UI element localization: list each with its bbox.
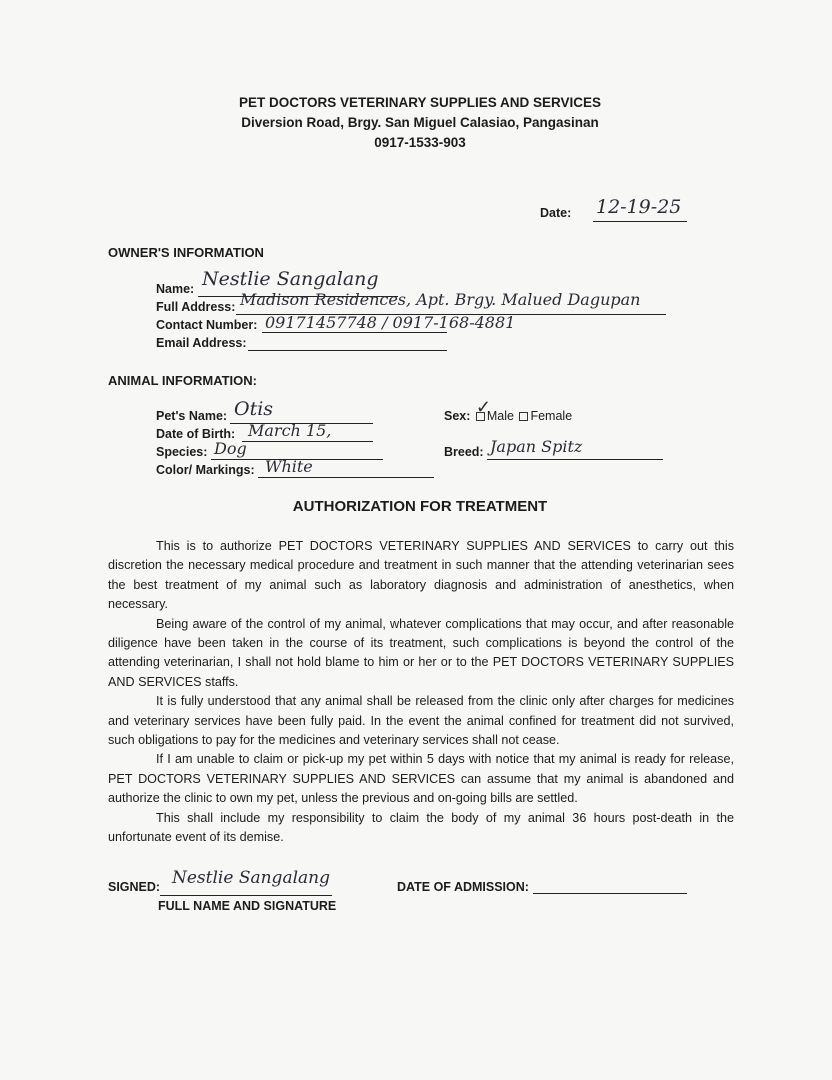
paragraph: This shall include my responsibility to claim the body of my animal 36 hours post-death in the unfortunate event of its demise.	[108, 810, 734, 845]
date-value[interactable]: 12-19-25	[596, 196, 682, 218]
admission-line	[533, 893, 687, 894]
admission-label: DATE OF ADMISSION:	[397, 880, 529, 894]
male-option: Male	[486, 409, 514, 423]
dob-value[interactable]: March 15,	[248, 421, 332, 440]
paragraph: This is to authorize PET DOCTORS VETERINARY SUPPLIES AND SERVICES to carry out this discretion the necessary medical procedure and treatment in such manner that the attending veterinarian sees the best treatment of my animal such as laboratory diagnosis and administration of anesthetics, when necessary.	[108, 539, 734, 612]
owner-address-value[interactable]: Madison Residences, Apt. Brgy. Malued Dagupan	[240, 290, 641, 309]
clinic-address: Diversion Road, Brgy. San Miguel Calasiao, Pangasinan	[241, 115, 599, 130]
checkmark-icon: ✓	[475, 397, 491, 418]
owner-name-value[interactable]: Nestlie Sangalang	[202, 268, 379, 290]
pet-name-label: Pet's Name:	[156, 409, 228, 423]
email-label: Email Address:	[156, 336, 247, 350]
name-label: Name:	[156, 282, 195, 296]
breed-label: Breed:	[444, 445, 484, 459]
date-label: Date:	[540, 206, 572, 220]
species-value[interactable]: Dog	[214, 439, 247, 458]
species-label: Species:	[156, 445, 208, 459]
contact-label: Contact Number:	[156, 318, 258, 332]
clinic-name: PET DOCTORS VETERINARY SUPPLIES AND SERVICES	[238, 95, 602, 110]
contact-line	[262, 332, 447, 333]
paragraph: Being aware of the control of my animal, whatever complications that may occur, and after reasonable diligence have been taken in the course of its treatment, such complications is beyond the control of the attending veterinarian, I shall not hold blame to him or her or to the PET DOCTORS VETERINARY SUPPLIES AND SERVICES staffs.	[108, 616, 734, 689]
sex-field	[444, 397, 573, 423]
paragraph: If I am unable to claim or pick-up my pet within 5 days with notice that my animal is ready for release, PET DOCTORS VETERINARY SUPPLIES AND SERVICES can assume that my animal is abandoned and authorize the clinic to own my pet, unless the previous and on-going bills are settled.	[108, 752, 734, 806]
dob-label: Date of Birth:	[156, 427, 236, 441]
female-option: Female	[530, 409, 573, 423]
owner-heading: OWNER'S INFORMATION	[108, 245, 264, 260]
date-line	[593, 221, 687, 222]
color-value[interactable]: White	[265, 457, 313, 476]
email-line	[248, 350, 447, 351]
authorization-body	[108, 537, 734, 848]
breed-line	[487, 459, 663, 460]
signed-label: SIGNED:	[108, 880, 161, 894]
animal-heading: ANIMAL INFORMATION:	[108, 373, 257, 388]
sex-label: Sex:	[444, 409, 471, 423]
color-line	[258, 477, 434, 478]
authorization-title: AUTHORIZATION FOR TREATMENT	[292, 498, 548, 515]
address-label: Full Address:	[156, 300, 236, 314]
signature-value[interactable]: Nestlie Sangalang	[172, 868, 330, 888]
breed-value[interactable]: Japan Spitz	[490, 437, 583, 456]
color-label: Color/ Markings:	[156, 463, 255, 477]
dob-line	[242, 441, 373, 442]
female-checkbox[interactable]	[519, 412, 528, 421]
owner-contact-value[interactable]: 09171457748 / 0917-168-4881	[265, 313, 516, 332]
signature-caption: FULL NAME AND SIGNATURE	[158, 899, 337, 913]
clinic-phone: 0917-1533-903	[374, 135, 466, 150]
paragraph: It is fully understood that any animal shall be released from the clinic only after charges for medicines and veterinary services have been fully paid. In the event the animal confined for treatment did not survived, such obligations to pay for the medicines and veterinary services shall not cease.	[108, 694, 734, 748]
signature-line	[160, 895, 332, 896]
pet-name-value[interactable]: Otis	[234, 398, 274, 420]
male-checkbox[interactable]	[475, 397, 491, 421]
